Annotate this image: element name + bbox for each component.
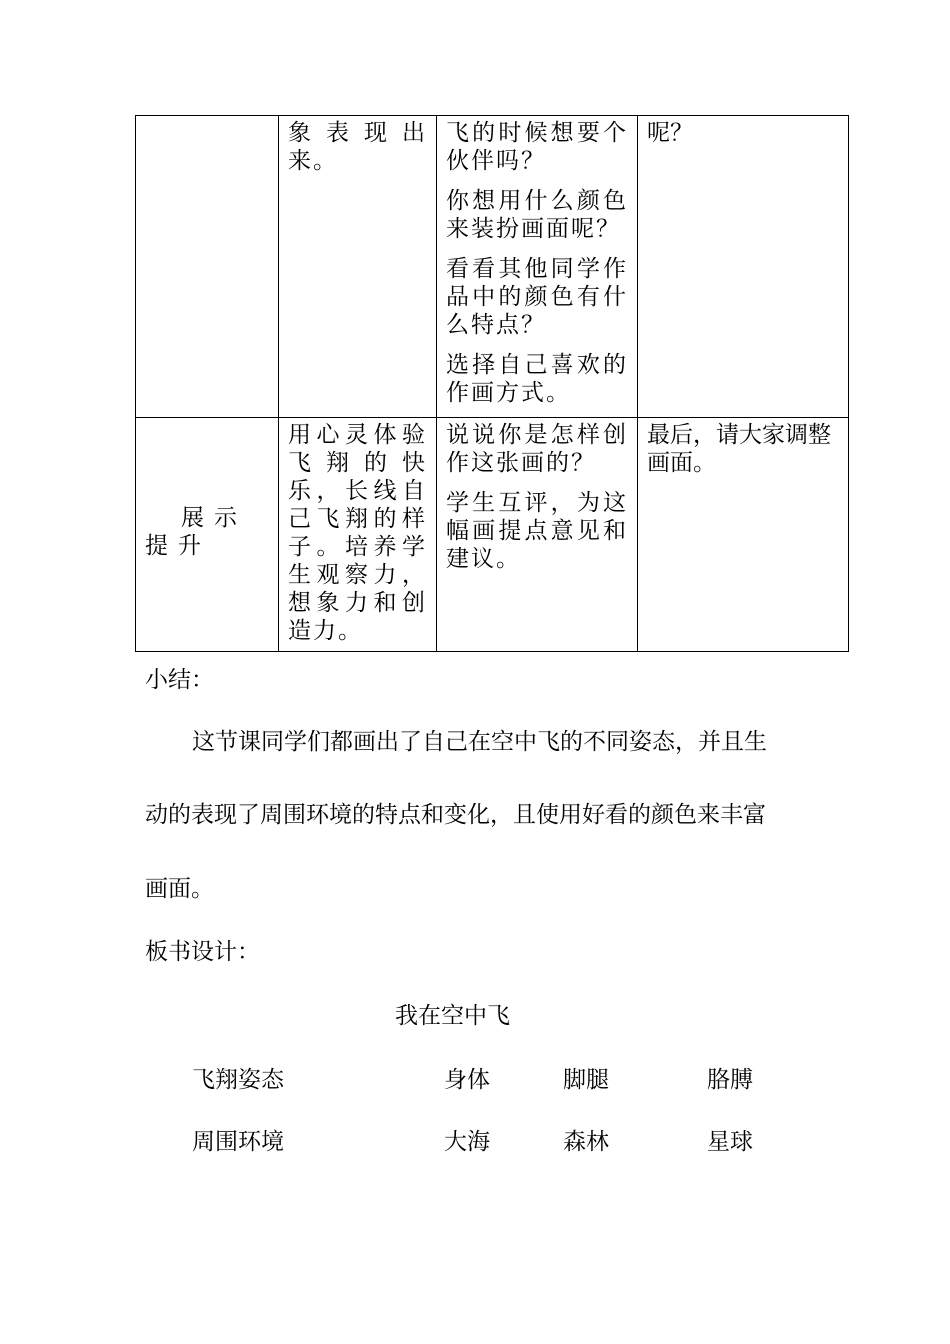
activity-item: 选择自己喜欢的作画方式。 — [446, 352, 628, 406]
board-row-label: 周围环境 — [192, 1129, 284, 1155]
goal-text: 用心灵体验飞翔的快乐，长线自己飞翔的样子。培养学生观察力，想象力和创造力。 — [288, 422, 427, 644]
summary-heading: 小结： — [145, 667, 214, 693]
board-item: 森林 — [563, 1129, 609, 1155]
activity-item: 学生互评，为这幅画提点意见和建议。 — [446, 490, 628, 572]
board-item: 星球 — [707, 1129, 753, 1155]
teacher-activity-text: 最后，请大家调整画面。 — [647, 422, 831, 476]
activity-item: 飞的时候想要个伙伴吗？ — [446, 120, 628, 174]
board-row-label: 飞翔姿态 — [192, 1067, 284, 1093]
student-activity-cell — [437, 116, 638, 418]
goal-cell — [279, 418, 437, 652]
teacher-activity-text: 呢？ — [647, 120, 693, 146]
summary-line: 这节课同学们都画出了自己在空中飞的不同姿态，并且生 — [192, 729, 767, 755]
summary-line: 画面。 — [145, 876, 214, 902]
board-item: 大海 — [444, 1129, 490, 1155]
board-title: 我在空中飞 — [395, 1003, 510, 1029]
student-activity-cell — [437, 418, 638, 652]
teacher-activity-cell — [638, 116, 849, 418]
teacher-activity-cell — [638, 418, 849, 652]
stage-cell — [136, 418, 279, 652]
summary-line: 动的表现了周围环境的特点和变化，且使用好看的颜色来丰富 — [145, 802, 766, 828]
activity-item: 看看其他同学作品中的颜色有什么特点？ — [446, 256, 628, 338]
goal-cell — [279, 116, 437, 418]
board-item: 身体 — [444, 1067, 490, 1093]
table-row — [136, 418, 849, 652]
lesson-plan-table — [135, 115, 849, 652]
activity-item: 说说你是怎样创作这张画的？ — [446, 422, 628, 476]
board-heading: 板书设计： — [145, 939, 260, 965]
table-row — [136, 116, 849, 418]
board-item: 胳膊 — [707, 1067, 753, 1093]
goal-text: 象表现出来。 — [288, 120, 427, 174]
stage-label: 展示提升 — [145, 504, 247, 559]
stage-cell — [136, 116, 279, 418]
board-item: 脚腿 — [563, 1067, 609, 1093]
activity-item: 你想用什么颜色来装扮画面呢？ — [446, 188, 628, 242]
